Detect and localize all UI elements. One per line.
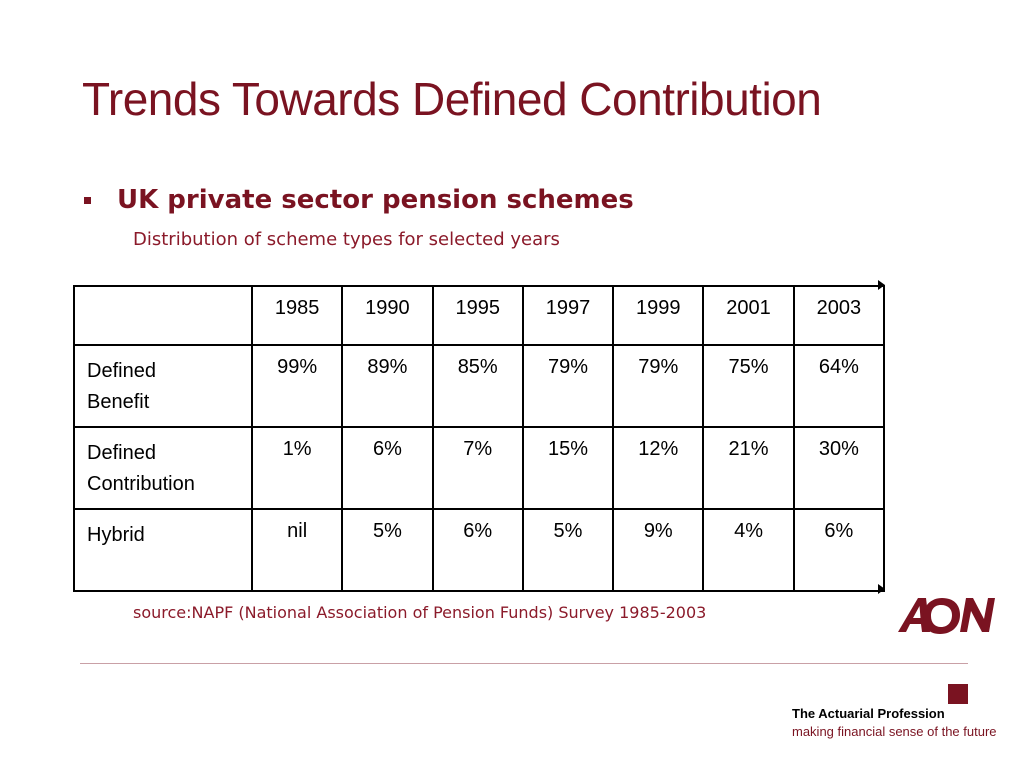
table-cell: 21% (703, 427, 793, 509)
table-corner-cell (74, 286, 252, 345)
table-row (74, 427, 884, 509)
source-note: source:NAPF (National Association of Pension Funds) Survey 1985-2003 (133, 603, 707, 622)
aon-logo (896, 594, 1000, 638)
footer-divider (80, 663, 968, 664)
year-header: 1999 (613, 286, 703, 345)
row-label (74, 509, 252, 591)
table-bottom-arrow-icon (878, 584, 885, 594)
table-row (74, 345, 884, 427)
row-label-line: Defined (87, 360, 156, 382)
table-cell: 6% (794, 509, 884, 591)
actuarial-profession-logo-mark (948, 684, 968, 704)
scheme-distribution-table (73, 285, 885, 592)
table-header-row (74, 286, 884, 345)
table-cell: 85% (433, 345, 523, 427)
table-cell: 4% (703, 509, 793, 591)
table-cell: 64% (794, 345, 884, 427)
slide-title: Trends Towards Defined Contribution (82, 73, 822, 125)
bullet-item (84, 182, 634, 218)
footer-org-name: The Actuarial Profession (792, 706, 945, 721)
table-cell: 79% (523, 345, 613, 427)
table-cell: 9% (613, 509, 703, 591)
bullet-text: UK private sector pension schemes (117, 185, 634, 215)
table-cell: 89% (342, 345, 432, 427)
row-label-line: Benefit (87, 391, 150, 413)
year-header: 1990 (342, 286, 432, 345)
table-cell: 5% (342, 509, 432, 591)
row-label-line: Hybrid (87, 524, 145, 546)
table-cell: 30% (794, 427, 884, 509)
year-header: 2003 (794, 286, 884, 345)
table-top-arrow-icon (878, 280, 885, 290)
table-cell: 6% (433, 509, 523, 591)
table-cell: 79% (613, 345, 703, 427)
table-cell: 7% (433, 427, 523, 509)
row-label (74, 345, 252, 427)
row-label-line: Contribution (87, 473, 195, 495)
table-cell: 75% (703, 345, 793, 427)
table-caption: Distribution of scheme types for selected years (133, 229, 560, 250)
footer-tagline: making financial sense of the future (792, 724, 997, 739)
table-row (74, 509, 884, 591)
table-cell: 12% (613, 427, 703, 509)
year-header: 1985 (252, 286, 342, 345)
row-label-line: Defined (87, 442, 156, 464)
table-cell: 99% (252, 345, 342, 427)
year-header: 1997 (523, 286, 613, 345)
table-cell: nil (252, 509, 342, 591)
square-bullet-icon (84, 197, 91, 204)
scheme-distribution-table-container (72, 284, 886, 590)
table-cell: 1% (252, 427, 342, 509)
row-label (74, 427, 252, 509)
table-cell: 6% (342, 427, 432, 509)
table-cell: 15% (523, 427, 613, 509)
year-header: 2001 (703, 286, 793, 345)
year-header: 1995 (433, 286, 523, 345)
table-cell: 5% (523, 509, 613, 591)
